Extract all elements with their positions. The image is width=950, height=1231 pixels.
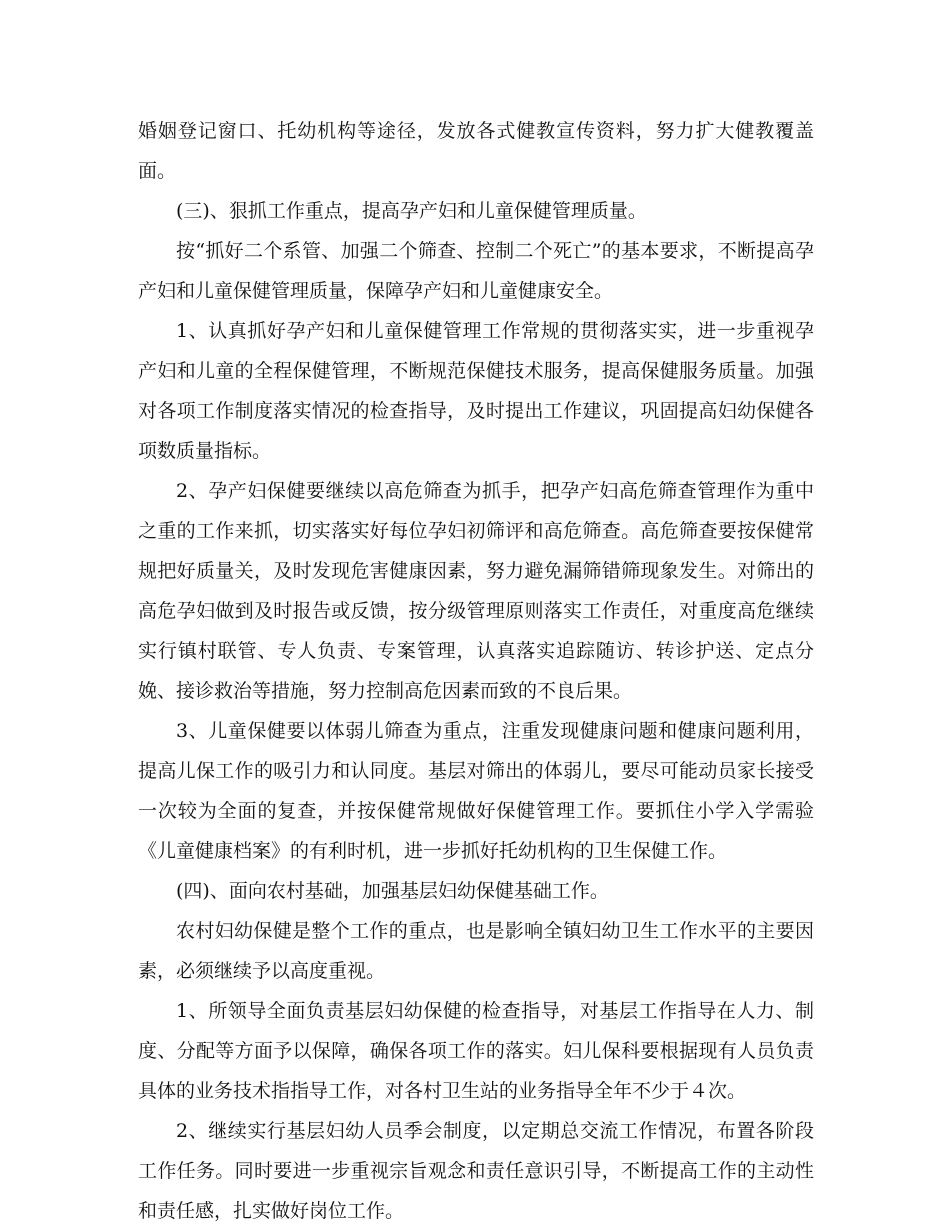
- paragraph: 1、认真抓好孕产妇和儿童保健管理工作常规的贯彻落实实，进一步重视孕产妇和儿童的全程保健管理，不断规范保健技术服务，提高保健服务质量。加强对各项工作制度落实情况的检查指导，及时提出工作建议，巩固提高妇幼保健各项数质量指标。: [138, 320, 814, 462]
- section-heading-4: (四)、面向农村基础，加强基层妇幼保健基础工作。: [176, 880, 609, 902]
- paragraph: 3、儿童保健要以体弱儿筛查为重点，注重发现健康问题和健康问题利用，提高儿保工作的吸引力和认同度。基层对筛出的体弱儿，要尽可能动员家长接受一次较为全面的复查，并按保健常规做好保健管理工作。要抓住小学入学需验《儿童健康档案》的有利时机，进一步抓好托幼机构的卫生保健工作。: [138, 720, 814, 862]
- paragraph: 1、所领导全面负责基层妇幼保健的检查指导，对基层工作指导在人力、制度、分配等方面予以保障，确保各项工作的落实。妇儿保科要根据现有人员负责具体的业务技术指指导工作，对各村卫生站的业务指导全年不少于４次。: [138, 1000, 814, 1102]
- paragraph: 2、孕产妇保健要继续以高危筛查为抓手，把孕产妇高危筛查管理作为重中之重的工作来抓，切实落实好每位孕妇初筛评和高危筛查。高危筛查要按保健常规把好质量关，及时发现危害健康因素，努力避免漏筛错筛现象发生。对筛出的高危孕妇做到及时报告或反馈，按分级管理原则落实工作责任，对重度高危继续实行镇村联管、专人负责、专案管理，认真落实追踪随访、转诊护送、定点分娩、接诊救治等措施，努力控制高危因素而致的不良后果。: [138, 480, 814, 702]
- paragraph-continuation: 婚姻登记窗口、托幼机构等途径，发放各式健教宣传资料，努力扩大健教覆盖面。: [138, 120, 814, 182]
- section-heading-3: (三)、狠抓工作重点，提高孕产妇和儿童保健管理质量。: [176, 200, 647, 222]
- paragraph: 2、继续实行基层妇幼人员季会制度，以定期总交流工作情况，布置各阶段工作任务。同时要进一步重视宗旨观念和责任意识引导，不断提高工作的主动性和责任感，扎实做好岗位工作。: [138, 1120, 814, 1222]
- document-body: [138, 111, 814, 1231]
- paragraph: 按“抓好二个系管、加强二个筛查、控制二个死亡”的基本要求，不断提高孕产妇和儿童保健管理质量，保障孕产妇和儿童健康安全。: [138, 240, 814, 302]
- paragraph: 农村妇幼保健是整个工作的重点，也是影响全镇妇幼卫生工作水平的主要因素，必须继续予以高度重视。: [138, 920, 814, 982]
